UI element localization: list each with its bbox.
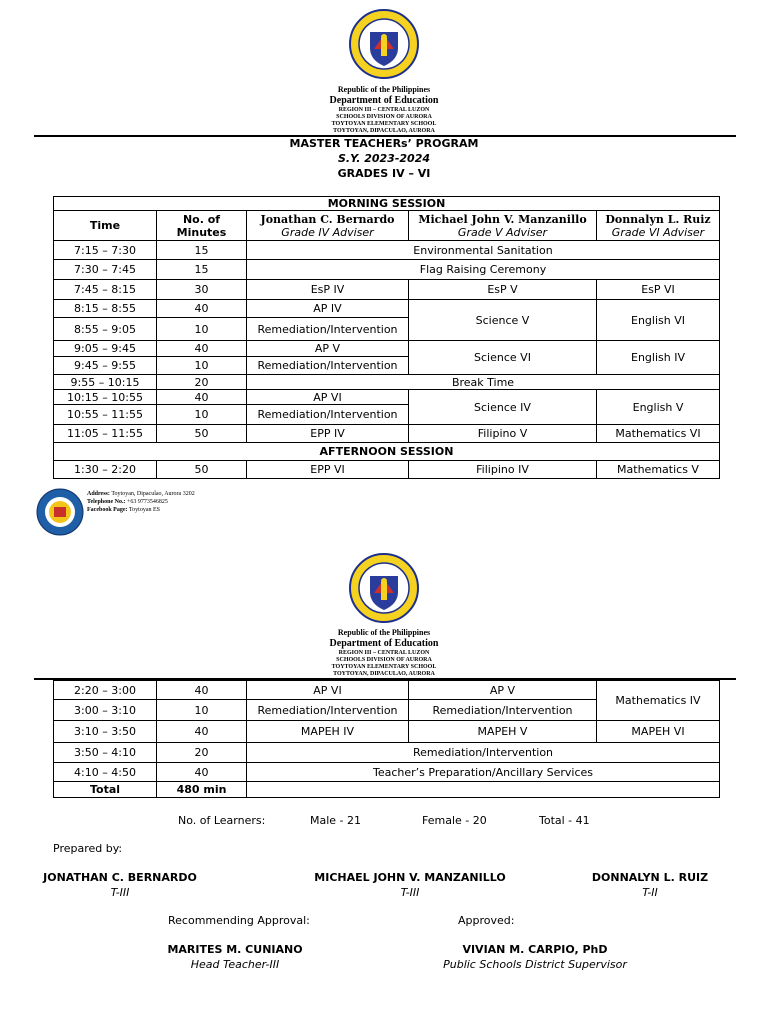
- morning-session-row: [54, 197, 720, 211]
- subject-cell: EPP VI: [247, 461, 409, 479]
- time-cell: 7:15 – 7:30: [54, 241, 157, 260]
- col-time-header: Time: [54, 211, 157, 241]
- minutes-cell: 20: [157, 743, 247, 763]
- table-row: [54, 390, 720, 405]
- subject-cell: Mathematics V: [597, 461, 720, 479]
- afternoon-session-label: AFTERNOON SESSION: [54, 443, 720, 461]
- table-row: [54, 241, 720, 260]
- minutes-cell: 15: [157, 241, 247, 260]
- subject-cell: Science VI: [409, 341, 597, 375]
- recommending-label: Recommending Approval:: [168, 914, 310, 927]
- address-label: Address:: [87, 491, 110, 497]
- table-row: [54, 681, 720, 700]
- time-cell: 9:45 – 9:55: [54, 357, 157, 375]
- minutes-cell: 30: [157, 280, 247, 300]
- time-cell: 2:20 – 3:00: [54, 681, 157, 700]
- minutes-cell: 15: [157, 260, 247, 280]
- minutes-cell: 40: [157, 300, 247, 318]
- table-row: [54, 763, 720, 782]
- school-logo-icon: [36, 488, 84, 536]
- subject-cell: AP VI: [247, 390, 409, 405]
- minutes-cell: 50: [157, 461, 247, 479]
- time-cell: 9:05 – 9:45: [54, 341, 157, 357]
- grade-levels: GRADES IV – VI: [337, 167, 431, 180]
- activity-cell: Teacher’s Preparation/Ancillary Services: [247, 763, 720, 782]
- schedule-table: [53, 196, 720, 479]
- time-cell: 7:30 – 7:45: [54, 260, 157, 280]
- subject-cell: AP V: [247, 341, 409, 357]
- subject-cell: Filipino V: [409, 425, 597, 443]
- republic-text: Republic of the Philippines: [337, 85, 431, 94]
- deped-seal-icon: [348, 8, 420, 80]
- signatory-position: T-III: [400, 886, 420, 899]
- subject-cell: Science V: [409, 300, 597, 341]
- subject-cell: Remediation/Intervention: [247, 318, 409, 341]
- subject-cell: EsP V: [409, 280, 597, 300]
- school-text: TOYTOYAN ELEMENTARY SCHOOL: [331, 664, 437, 670]
- subject-cell: EPP IV: [247, 425, 409, 443]
- signatory-position: T-III: [110, 886, 130, 899]
- subject-cell: English IV: [597, 341, 720, 375]
- subject-cell: MAPEH VI: [597, 721, 720, 743]
- minutes-cell: 10: [157, 357, 247, 375]
- subject-cell: Mathematics VI: [597, 425, 720, 443]
- activity-cell: Remediation/Intervention: [247, 743, 720, 763]
- signatory-name: MICHAEL JOHN V. MANZANILLO: [314, 871, 506, 884]
- table-row: [54, 260, 720, 280]
- time-cell: 3:00 – 3:10: [54, 700, 157, 721]
- teacher-role: Grade V Adviser: [457, 225, 548, 239]
- morning-session-label: MORNING SESSION: [54, 197, 720, 211]
- total-empty-cell: [247, 782, 720, 798]
- location-text: TOYTOYAN, DIPACULAO, AURORA: [333, 128, 435, 134]
- signatory-position: T-II: [642, 886, 658, 899]
- table-row: [54, 721, 720, 743]
- deped-seal-icon: [348, 552, 420, 624]
- teacher-name: Michael John V. Manzanillo: [418, 212, 587, 226]
- schedule-table-continued: [53, 680, 720, 798]
- subject-cell: English VI: [597, 300, 720, 341]
- learners-female: Female - 20: [422, 814, 487, 827]
- time-cell: 10:55 – 11:55: [54, 405, 157, 425]
- time-cell: 11:05 – 11:55: [54, 425, 157, 443]
- learners-male: Male - 21: [310, 814, 362, 827]
- teacher-role: Grade VI Adviser: [611, 225, 705, 239]
- table-row: [54, 341, 720, 357]
- subject-cell: Remediation/Intervention: [247, 700, 409, 721]
- subject-cell: AP V: [409, 681, 597, 700]
- letterhead: [0, 85, 768, 135]
- signatory-name: VIVIAN M. CARPIO, PhD: [462, 943, 608, 956]
- facebook-label: Facebook Page:: [87, 507, 128, 513]
- letterhead: [0, 628, 768, 678]
- signatory-bernardo: [40, 870, 200, 900]
- subject-cell: AP IV: [247, 300, 409, 318]
- minutes-cell: 10: [157, 700, 247, 721]
- subject-cell: AP VI: [247, 681, 409, 700]
- header-row: [54, 211, 720, 241]
- teacher-header-2: [409, 211, 597, 241]
- department-text: Department of Education: [329, 638, 439, 649]
- signatory-name: DONNALYN L. RUIZ: [591, 871, 709, 884]
- subject-cell: EsP VI: [597, 280, 720, 300]
- address-value: Toytoyan, Dipaculao, Aurora 3202: [111, 491, 195, 497]
- minutes-cell: 40: [157, 341, 247, 357]
- teacher-header-3: [597, 211, 720, 241]
- school-contact: [87, 490, 195, 514]
- subject-cell: Mathematics IV: [597, 681, 720, 721]
- subject-cell: Filipino IV: [409, 461, 597, 479]
- time-cell: 7:45 – 8:15: [54, 280, 157, 300]
- table-row: [54, 461, 720, 479]
- table-row: [54, 280, 720, 300]
- learners-total: Total - 41: [539, 814, 590, 827]
- signatory-cuniano: [145, 942, 325, 972]
- teacher-role: Grade IV Adviser: [281, 225, 374, 239]
- time-cell: 4:10 – 4:50: [54, 763, 157, 782]
- telephone-label: Telephone No.:: [87, 499, 126, 505]
- time-cell: 10:15 – 10:55: [54, 390, 157, 405]
- facebook-value: Toytoyan ES: [128, 507, 160, 513]
- table-row: [54, 300, 720, 318]
- school-year: S.Y. 2023-2024: [337, 152, 431, 165]
- prepared-by-label: Prepared by:: [53, 842, 123, 855]
- time-cell: 8:15 – 8:55: [54, 300, 157, 318]
- learners-label: No. of Learners:: [178, 814, 266, 827]
- department-text: Department of Education: [329, 95, 439, 106]
- signatory-manzanillo: [300, 870, 520, 900]
- subject-cell: Remediation/Intervention: [409, 700, 597, 721]
- time-cell: 3:50 – 4:10: [54, 743, 157, 763]
- time-cell: 1:30 – 2:20: [54, 461, 157, 479]
- activity-cell: Break Time: [247, 375, 720, 390]
- republic-text: Republic of the Philippines: [337, 628, 431, 637]
- school-text: TOYTOYAN ELEMENTARY SCHOOL: [331, 121, 437, 127]
- subject-cell: Science IV: [409, 390, 597, 425]
- teacher-header-1: [247, 211, 409, 241]
- signatory-ruiz: [580, 870, 720, 900]
- time-cell: 3:10 – 3:50: [54, 721, 157, 743]
- region-text: REGION III – CENTRAL LUZON: [338, 107, 430, 113]
- minutes-cell: 40: [157, 681, 247, 700]
- activity-cell: Environmental Sanitation: [247, 241, 720, 260]
- subject-cell: MAPEH IV: [247, 721, 409, 743]
- program-titles: [0, 136, 768, 181]
- subject-cell: Remediation/Intervention: [247, 357, 409, 375]
- subject-cell: EsP IV: [247, 280, 409, 300]
- minutes-cell: 10: [157, 318, 247, 341]
- program-title: MASTER TEACHERs’ PROGRAM: [289, 137, 479, 150]
- time-cell: 9:55 – 10:15: [54, 375, 157, 390]
- region-text: REGION III – CENTRAL LUZON: [338, 650, 430, 656]
- table-row: [54, 375, 720, 390]
- minutes-cell: 40: [157, 390, 247, 405]
- teacher-name: Jonathan C. Bernardo: [260, 212, 395, 226]
- minutes-cell: 40: [157, 721, 247, 743]
- activity-cell: Flag Raising Ceremony: [247, 260, 720, 280]
- minutes-cell: 50: [157, 425, 247, 443]
- division-text: SCHOOLS DIVISION OF AURORA: [336, 657, 432, 663]
- total-value: 480 min: [157, 782, 247, 798]
- table-row: [54, 743, 720, 763]
- telephone-value: +63 9773546825: [126, 499, 168, 505]
- approved-label: Approved:: [458, 914, 515, 927]
- time-cell: 8:55 – 9:05: [54, 318, 157, 341]
- afternoon-session-row: [54, 443, 720, 461]
- minutes-cell: 10: [157, 405, 247, 425]
- subject-cell: MAPEH V: [409, 721, 597, 743]
- signatory-name: JONATHAN C. BERNARDO: [43, 871, 197, 884]
- subject-cell: English V: [597, 390, 720, 425]
- minutes-cell: 20: [157, 375, 247, 390]
- signatory-carpio: [420, 942, 650, 972]
- location-text: TOYTOYAN, DIPACULAO, AURORA: [333, 671, 435, 677]
- signatory-position: Head Teacher-III: [190, 958, 280, 971]
- total-row: [54, 782, 720, 798]
- subject-cell: Remediation/Intervention: [247, 405, 409, 425]
- teacher-name: Donnalyn L. Ruiz: [605, 212, 711, 226]
- division-text: SCHOOLS DIVISION OF AURORA: [336, 114, 432, 120]
- signatory-name: MARITES M. CUNIANO: [167, 943, 303, 956]
- total-label: Total: [54, 782, 157, 798]
- table-row: [54, 425, 720, 443]
- col-minutes-header: No. of Minutes: [157, 211, 247, 241]
- signatory-position: Public Schools District Supervisor: [443, 958, 627, 971]
- minutes-cell: 40: [157, 763, 247, 782]
